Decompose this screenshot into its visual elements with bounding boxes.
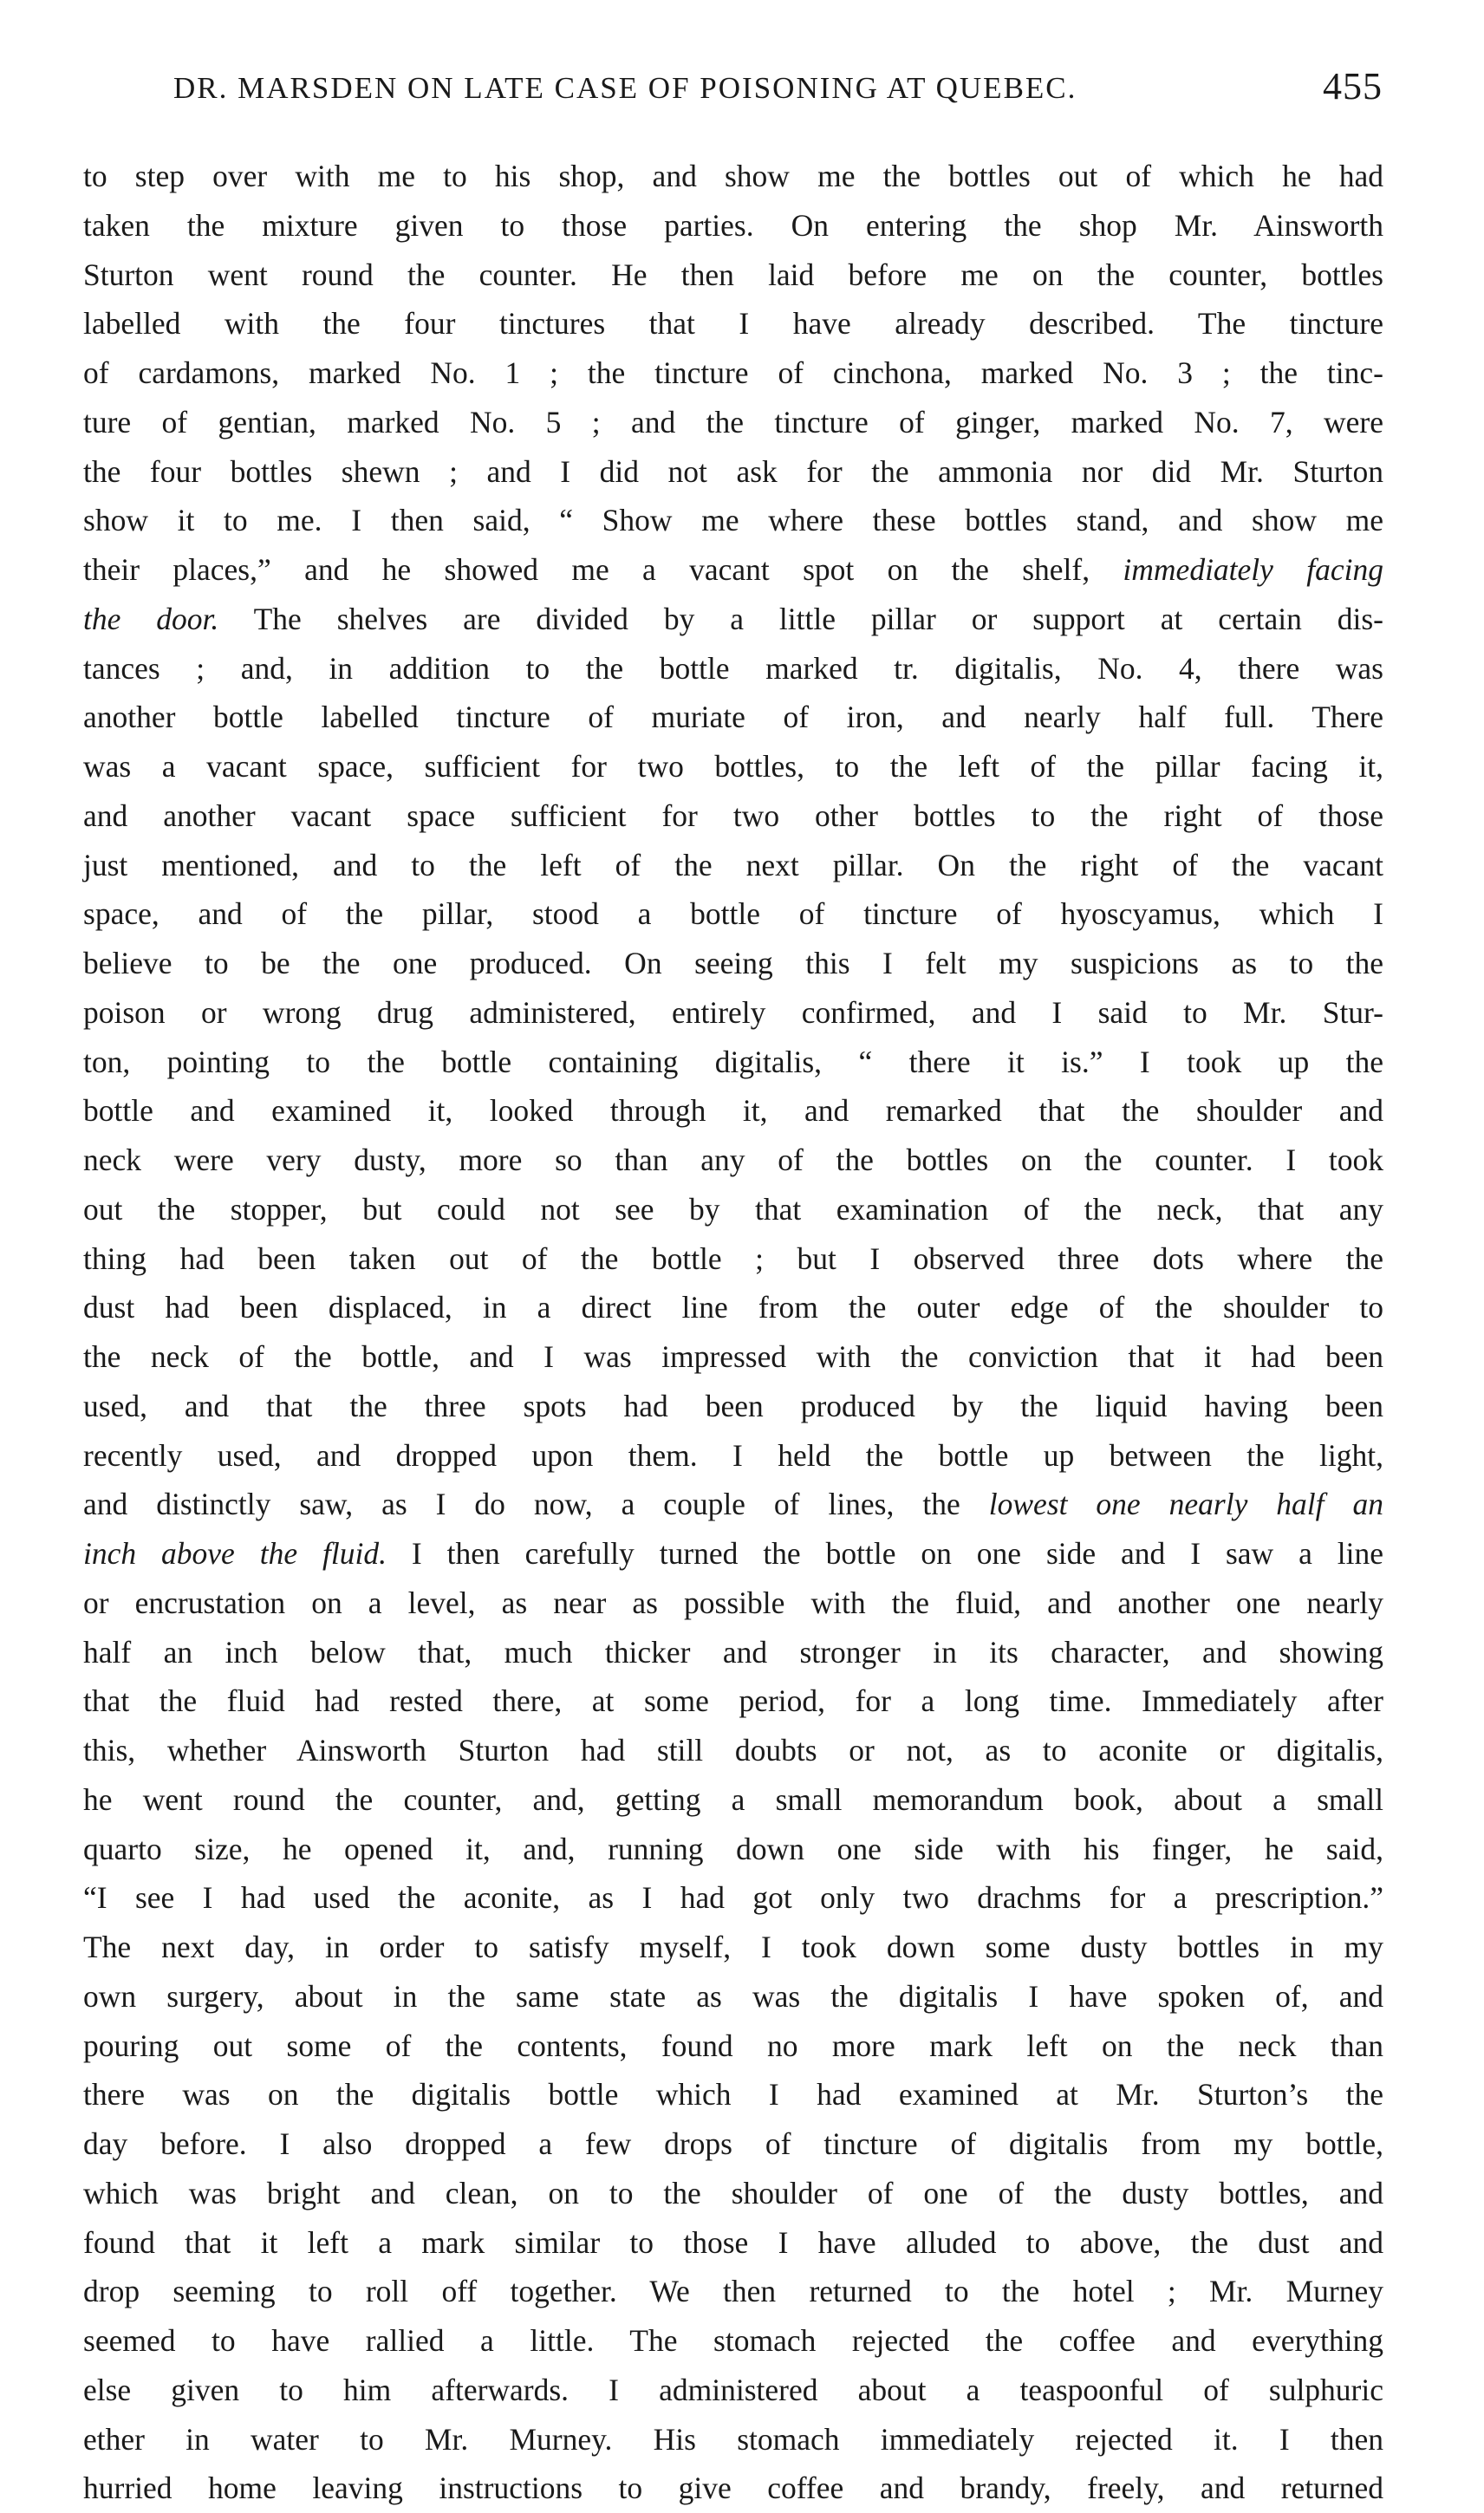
text-segment: to step over with me to his shop, and show me the bottles out of which he had: [83, 159, 1383, 193]
text-line: [83, 1775, 1383, 1825]
text-segment: neck were very dusty, more so than any of the bottles on the counter. I took: [83, 1143, 1383, 1177]
text-line: [83, 2218, 1383, 2268]
text-line: [83, 1332, 1383, 1382]
text-segment: and another vacant space sufficient for two other bottles to the right of those: [83, 798, 1383, 833]
text-line: [83, 2070, 1383, 2119]
text-segment: tances ; and, in addition to the bottle marked tr. digitalis, No. 4, there was: [83, 650, 1383, 686]
text-segment: dust had been displaced, in a direct line from the outer edge of the shoulder to: [83, 1290, 1383, 1325]
text-segment: hurried home leaving instructions to give coffee and brandy, freely, and returned: [83, 2471, 1383, 2506]
text-segment: pouring out some of the contents, found no more mark left on the neck than: [83, 2028, 1383, 2063]
text-segment: which was bright and clean, on to the shoulder of one of the dusty bottles, and: [83, 2175, 1383, 2210]
text-line: [83, 693, 1383, 742]
text-segment: another bottle labelled tincture of muriate of iron, and nearly half full. There: [83, 700, 1383, 735]
text-segment: their places,” and he showed me a vacant spot on the shelf,: [83, 552, 1123, 587]
text-line: [83, 1529, 1383, 1579]
text-line: [83, 2119, 1383, 2169]
text-line: [83, 1086, 1383, 1136]
text-line: [83, 398, 1383, 447]
text-line: [83, 1825, 1383, 1874]
text-line: [83, 1136, 1383, 1185]
text-segment: ture of gentian, marked No. 5 ; and the tincture of ginger, marked No. 7, were: [83, 404, 1383, 439]
text-segment: of cardamons, marked No. 1 ; the tincture of cinchona, marked No. 3 ; the tinc-: [83, 355, 1383, 390]
text-line: [83, 496, 1383, 545]
running-head: DR. MARSDEN ON LATE CASE OF POISONING AT QUEBEC.: [173, 71, 1077, 105]
text-line: [83, 348, 1383, 398]
text-line: [83, 1923, 1383, 1972]
text-line: [83, 889, 1383, 939]
text-line: [83, 1579, 1383, 1628]
italic-text: immediately facing: [1123, 552, 1383, 587]
text-line: [83, 939, 1383, 988]
text-segment: The shelves are divided by a little pillar or support at certain dis-: [218, 601, 1383, 636]
text-line: [83, 545, 1383, 595]
text-line: [83, 447, 1383, 497]
text-segment: used, and that the three spots had been produced by the liquid having been: [83, 1388, 1383, 1423]
text-segment: Sturton went round the counter. He then laid before me on the counter, bottles: [83, 257, 1383, 292]
text-line: [83, 201, 1383, 251]
text-line: [83, 1431, 1383, 1481]
text-segment: and distinctly saw, as I do now, a couple of lines, the: [83, 1487, 989, 1522]
text-line: [83, 1972, 1383, 2021]
text-line: [83, 1382, 1383, 1431]
text-line: [83, 152, 1383, 201]
text-line: [83, 2366, 1383, 2415]
page-header: [173, 65, 1383, 114]
text-line: [83, 1185, 1383, 1234]
text-segment: the four bottles shewn ; and I did not ask for the ammonia nor did Mr. Sturton: [83, 453, 1383, 489]
text-line: [83, 2021, 1383, 2071]
text-segment: show it to me. I then said, “ Show me where these bottles stand, and show me: [83, 503, 1383, 538]
text-segment: was a vacant space, sufficient for two bottles, to the left of the pillar facing it,: [83, 749, 1383, 784]
text-segment: there was on the digitalis bottle which I had examined at Mr. Sturton’s the: [83, 2077, 1383, 2113]
text-line: [83, 1038, 1383, 1087]
text-segment: own surgery, about in the same state as was the digitalis I have spoken of, and: [83, 1978, 1383, 2014]
text-segment: just mentioned, and to the left of the next pillar. On the right of the vacant: [83, 847, 1383, 882]
text-line: [83, 2316, 1383, 2366]
text-line: [83, 644, 1383, 693]
text-line: [83, 2415, 1383, 2464]
text-line: [83, 2464, 1383, 2513]
text-line: [83, 841, 1383, 890]
page-number: 455: [1323, 65, 1383, 107]
text-segment: thing had been taken out of the bottle ; but I observed three dots where the: [83, 1240, 1383, 1276]
text-line: [83, 1676, 1383, 1726]
text-segment: drop seeming to roll off together. We then returned to the hotel ; Mr. Murney: [83, 2274, 1383, 2309]
text-line: [83, 1234, 1383, 1284]
text-segment: the neck of the bottle, and I was impressed with the conviction that it had been: [83, 1339, 1383, 1374]
text-line: [83, 1873, 1383, 1923]
text-segment: believe to be the one produced. On seeing this I felt my suspicions as to the: [83, 946, 1383, 980]
text-segment: this, whether Ainsworth Sturton had still doubts or not, as to aconite or digitalis,: [83, 1733, 1383, 1768]
text-segment: that the fluid had rested there, at some period, for a long time. Immediately after: [83, 1683, 1383, 1719]
text-line: [83, 1480, 1383, 1529]
text-line: [83, 1283, 1383, 1332]
text-segment: he went round the counter, and, getting a small memorandum book, about a small: [83, 1781, 1383, 1817]
text-line: [83, 988, 1383, 1038]
text-segment: poison or wrong drug administered, entirely confirmed, and I said to Mr. Stur-: [83, 994, 1383, 1030]
text-segment: I then carefully turned the bottle on one side and I saw a line: [386, 1536, 1383, 1571]
text-segment: ether in water to Mr. Murney. His stomach immediately rejected it. I then: [83, 2421, 1383, 2457]
text-line: [83, 1628, 1383, 1677]
body-paragraph: [83, 152, 1383, 2513]
text-line: [83, 595, 1383, 644]
italic-text: inch above the fluid.: [83, 1536, 387, 1571]
text-segment: ton, pointing to the bottle containing digitalis, “ there it is.” I took up the: [83, 1044, 1383, 1079]
text-segment: found that it left a mark similar to those I have alluded to above, the dust and: [83, 2224, 1383, 2260]
text-segment: else given to him afterwards. I administered about a teaspoonful of sulphuric: [83, 2372, 1383, 2407]
italic-text: lowest one nearly half an: [988, 1487, 1383, 1522]
italic-text: the door.: [83, 601, 219, 636]
text-line: [83, 299, 1383, 348]
text-line: [83, 1726, 1383, 1775]
text-line: [83, 791, 1383, 841]
text-line: [83, 2169, 1383, 2218]
text-segment: bottle and examined it, looked through it, and remarked that the shoulder and: [83, 1093, 1383, 1129]
text-segment: or encrustation on a level, as near as possible with the fluid, and another one nearly: [83, 1585, 1383, 1620]
text-segment: “I see I had used the aconite, as I had got only two drachms for a prescription.”: [83, 1880, 1383, 1916]
text-segment: half an inch below that, much thicker and stronger in its character, and showing: [83, 1634, 1383, 1670]
text-segment: space, and of the pillar, stood a bottle of tincture of hyoscyamus, which I: [83, 896, 1383, 932]
text-segment: quarto size, he opened it, and, running down one side with his finger, he said,: [83, 1831, 1383, 1866]
text-segment: labelled with the four tinctures that I have already described. The tincture: [83, 306, 1383, 342]
text-segment: seemed to have rallied a little. The stomach rejected the coffee and everything: [83, 2323, 1383, 2358]
text-segment: out the stopper, but could not see by that examination of the neck, that any: [83, 1191, 1383, 1227]
text-line: [83, 251, 1383, 300]
text-segment: taken the mixture given to those parties. On entering the shop Mr. Ainsworth: [83, 207, 1383, 243]
text-line: [83, 742, 1383, 791]
text-segment: The next day, in order to satisfy myself, I took down some dusty bottles in my: [83, 1930, 1383, 1964]
text-segment: day before. I also dropped a few drops of tincture of digitalis from my bottle,: [83, 2126, 1383, 2161]
text-line: [83, 2267, 1383, 2316]
text-segment: recently used, and dropped upon them. I held the bottle up between the light,: [83, 1437, 1383, 1473]
